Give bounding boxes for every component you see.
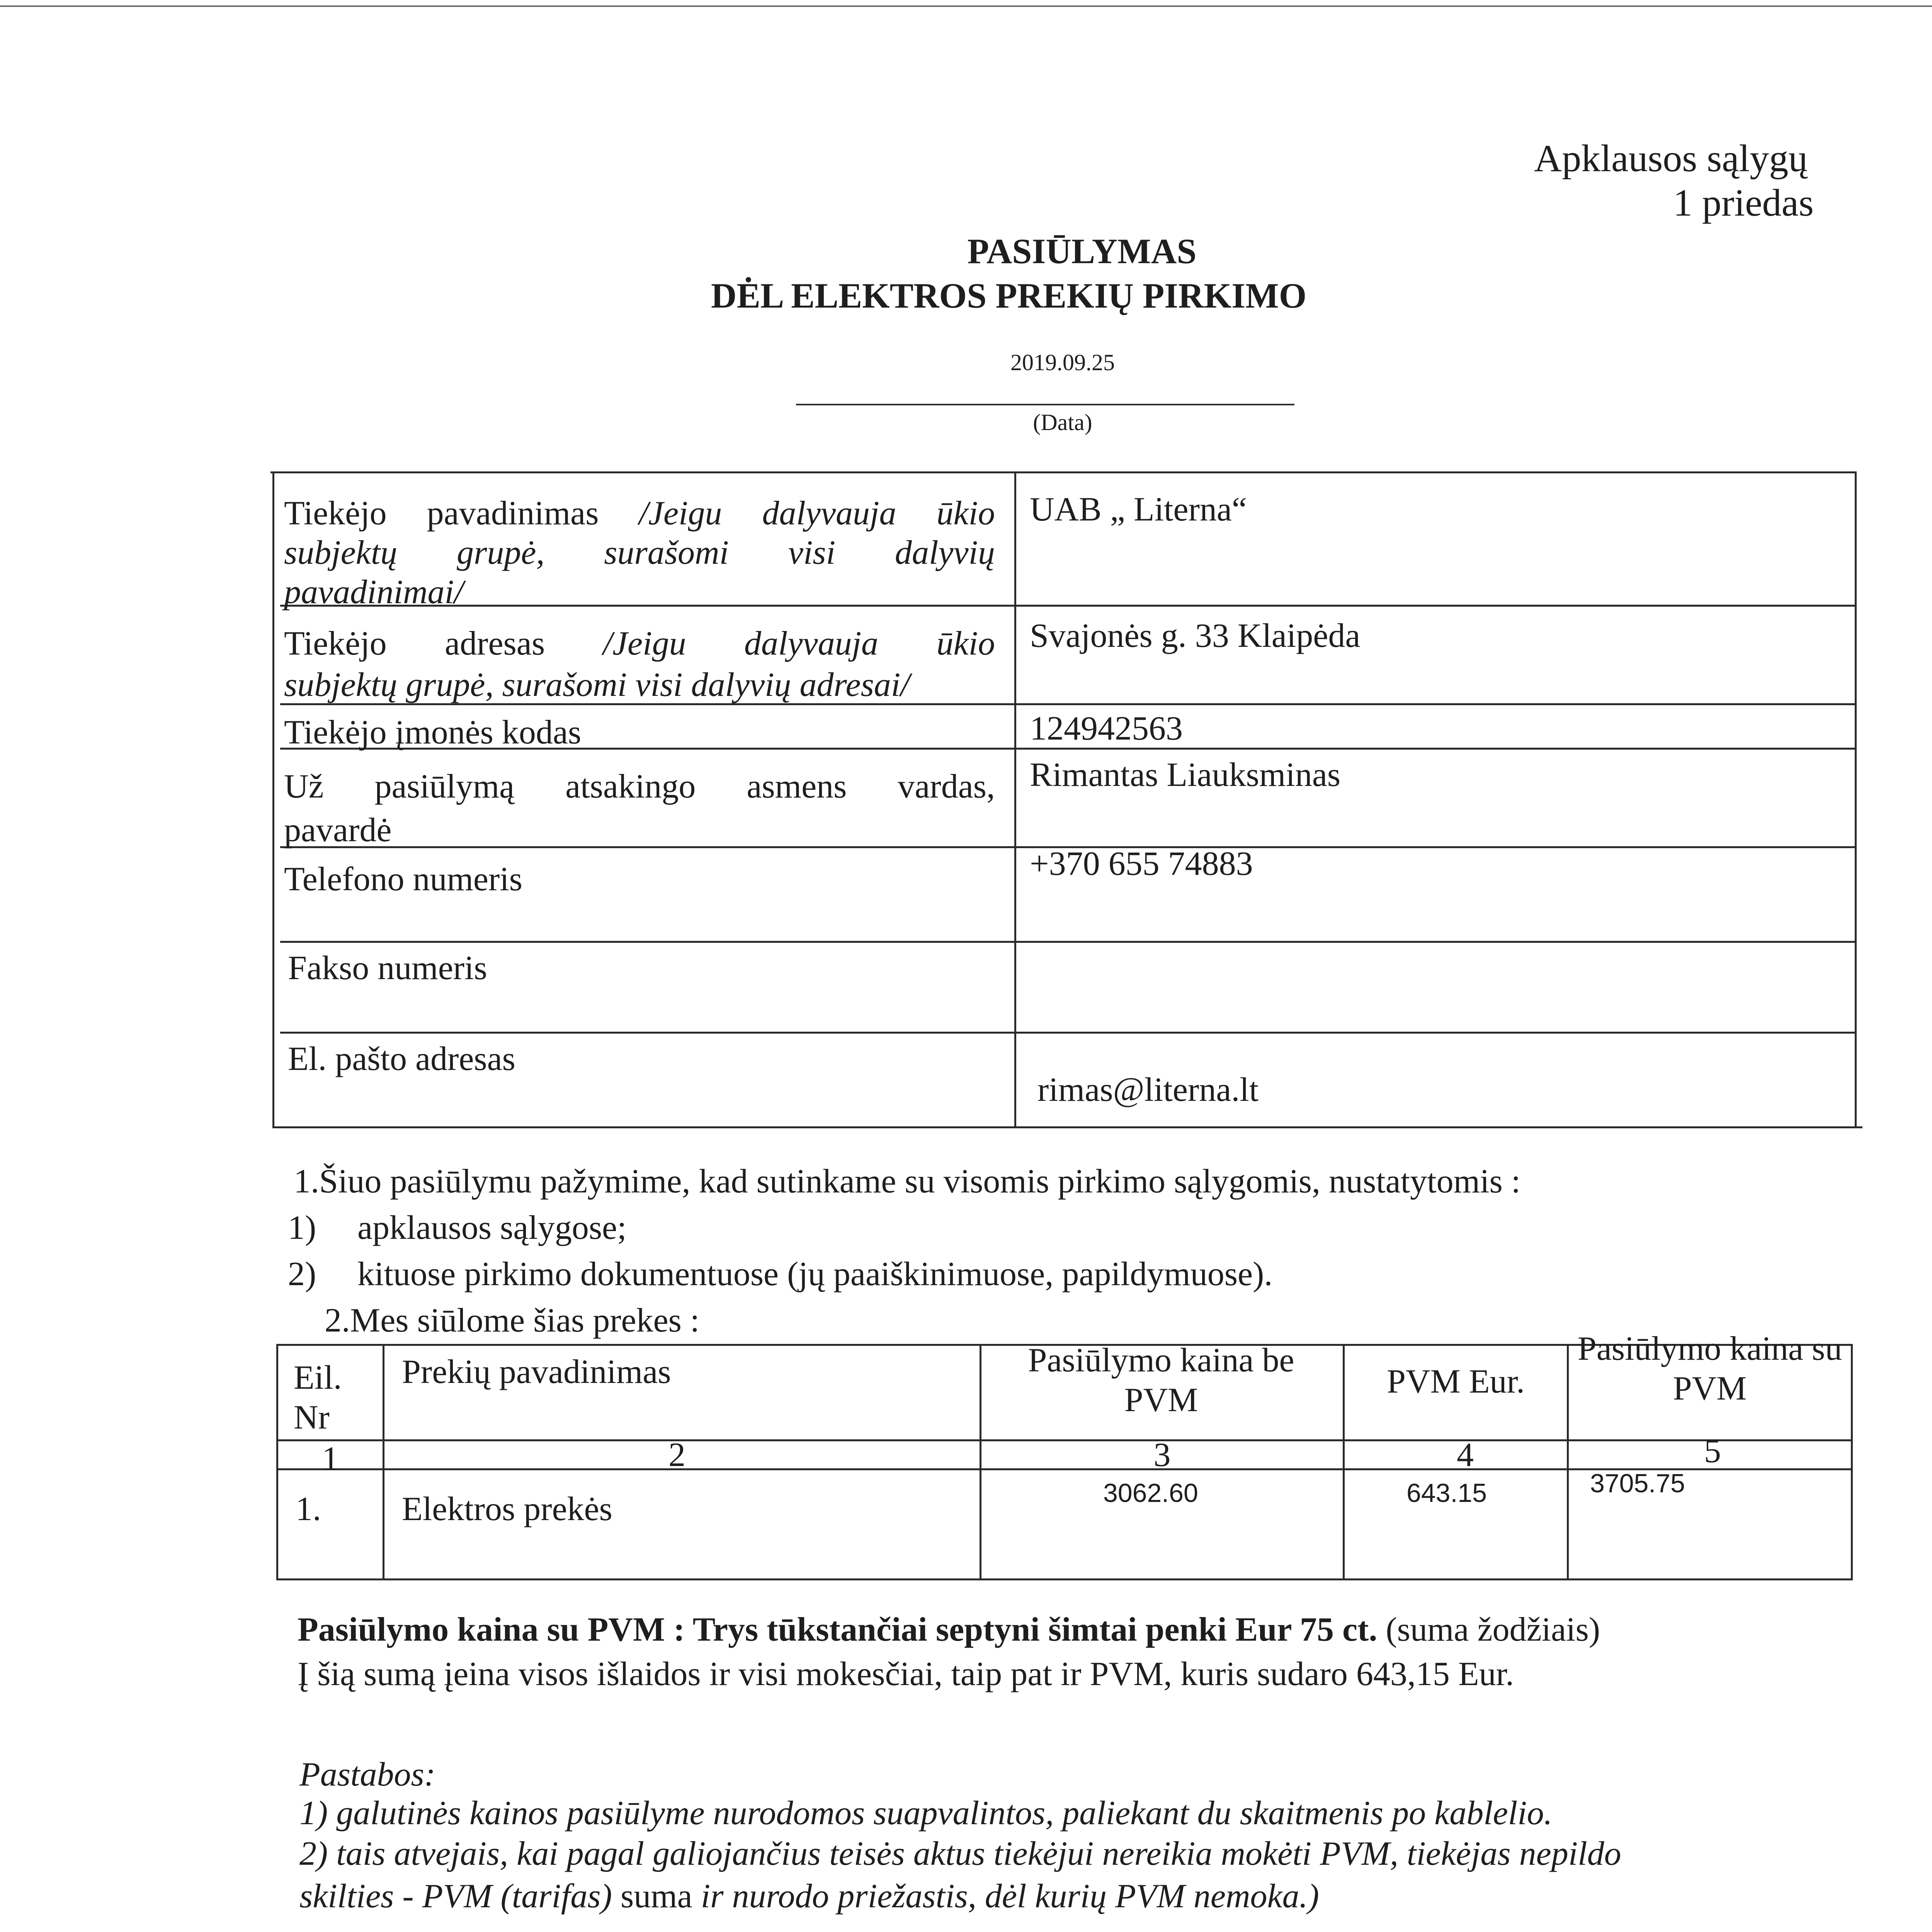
date-underline	[796, 404, 1294, 405]
goods-row-vat: 643.15	[1406, 1478, 1487, 1508]
goods-row-price-ex: 3062.60	[1103, 1478, 1198, 1508]
supplier-person-label-2: pavardė	[284, 811, 392, 849]
goods-row-no: 1.	[296, 1490, 321, 1528]
supplier-name-label: Tiekėjo pavadinimas /Jeigu dalyvauja ūkio	[284, 495, 995, 532]
supplier-address-label-2: subjektų grupė, surašomi visi dalyvių adresai/	[284, 666, 910, 704]
page-title-line-1: PASIŪLYMAS	[967, 231, 1197, 271]
supplier-email-label: El. pašto adresas	[288, 1040, 515, 1078]
supplier-name-label-3: pavadinimai/	[284, 573, 464, 611]
supplier-name-value: UAB „ Literna“	[1030, 491, 1247, 528]
goods-row-name: Elektros prekės	[402, 1490, 612, 1528]
notes-item-2b: skilties - PVM (tarifas) suma ir nurodo priežastis, dėl kurių PVM nemoka.)	[299, 1878, 1319, 1915]
scan-top-edge	[0, 5, 1932, 7]
page-title-line-2: DĖL ELEKTROS PREKIŲ PIRKIMO	[711, 276, 1307, 315]
goods-header-vat: PVM Eur.	[1387, 1363, 1525, 1400]
section1-item1: apklausos sąlygose;	[357, 1209, 627, 1247]
goods-header-price-inc: Pasiūlymo kaina su PVM	[1577, 1330, 1842, 1407]
annex-line-2: 1 priedas	[1673, 181, 1814, 224]
supplier-person-label: Už pasiūlymą atsakingo asmens vardas,	[284, 768, 995, 805]
goods-header-price-ex: Pasiūlymo kaina be PVM	[1028, 1342, 1294, 1419]
supplier-name-label-2: subjektų grupė, surašomi visi dalyvių	[284, 534, 995, 571]
supplier-code-value: 124942563	[1030, 710, 1183, 747]
supplier-phone-value: +370 655 74883	[1030, 845, 1253, 883]
price-includes-text: Į šią sumą įeina visos išlaidos ir visi mokesčiai, taip pat ir PVM, kuris sudaro 643,15 Eur.	[298, 1655, 1514, 1693]
notes-item-1: 1) galutinės kainos pasiūlyme nurodomos suapvalintos, paliekant du skaitmenis po kablelio.	[299, 1794, 1553, 1832]
supplier-person-value: Rimantas Liauksminas	[1030, 756, 1341, 794]
price-in-words: Pasiūlymo kaina su PVM : Trys tūkstančiai septyni šimtai penki Eur 75 ct. (suma žodžiais)	[298, 1611, 1600, 1648]
section1-item2-num: 2)	[288, 1255, 316, 1293]
goods-colnum-3: 3	[1153, 1436, 1171, 1474]
date-label: (Data)	[1033, 410, 1092, 435]
goods-header-no: Eil. Nr	[294, 1359, 342, 1436]
supplier-email-value: rimas@literna.lt	[1037, 1071, 1259, 1109]
supplier-code-label: Tiekėjo įmonės kodas	[284, 714, 582, 751]
goods-colnum-2: 2	[668, 1436, 685, 1474]
notes-item-2a: 2) tais atvejais, kai pagal galiojančius teisės aktus tiekėjui nereikia mokėti PVM, tiekėjas nepildo	[299, 1835, 1621, 1872]
goods-row-price-inc: 3705.75	[1590, 1469, 1685, 1498]
supplier-address-label: Tiekėjo adresas /Jeigu dalyvauja ūkio	[284, 625, 995, 662]
goods-colnum-4: 4	[1457, 1436, 1474, 1474]
goods-header-name: Prekių pavadinimas	[402, 1353, 671, 1391]
section1-item1-num: 1)	[288, 1209, 316, 1247]
supplier-address-value: Svajonės g. 33 Klaipėda	[1030, 617, 1361, 655]
goods-colnum-5: 5	[1704, 1432, 1721, 1470]
annex-line-1: Apklausos sąlygų	[1534, 137, 1808, 180]
goods-colnum-1: 1	[322, 1440, 339, 1478]
notes-title: Pastabos:	[299, 1756, 435, 1793]
supplier-fax-label: Fakso numeris	[288, 949, 487, 987]
section1-intro: 1.Šiuo pasiūlymu pažymime, kad sutinkame su visomis pirkimo sąlygomis, nustatytomis :	[294, 1163, 1521, 1200]
section1-item2: kituose pirkimo dokumentuose (jų paaiškinimuose, papildymuose).	[357, 1255, 1273, 1293]
supplier-phone-label: Telefono numeris	[284, 861, 522, 898]
section2-intro: 2.Mes siūlome šias prekes :	[325, 1302, 700, 1339]
date-value: 2019.09.25	[1010, 350, 1115, 375]
